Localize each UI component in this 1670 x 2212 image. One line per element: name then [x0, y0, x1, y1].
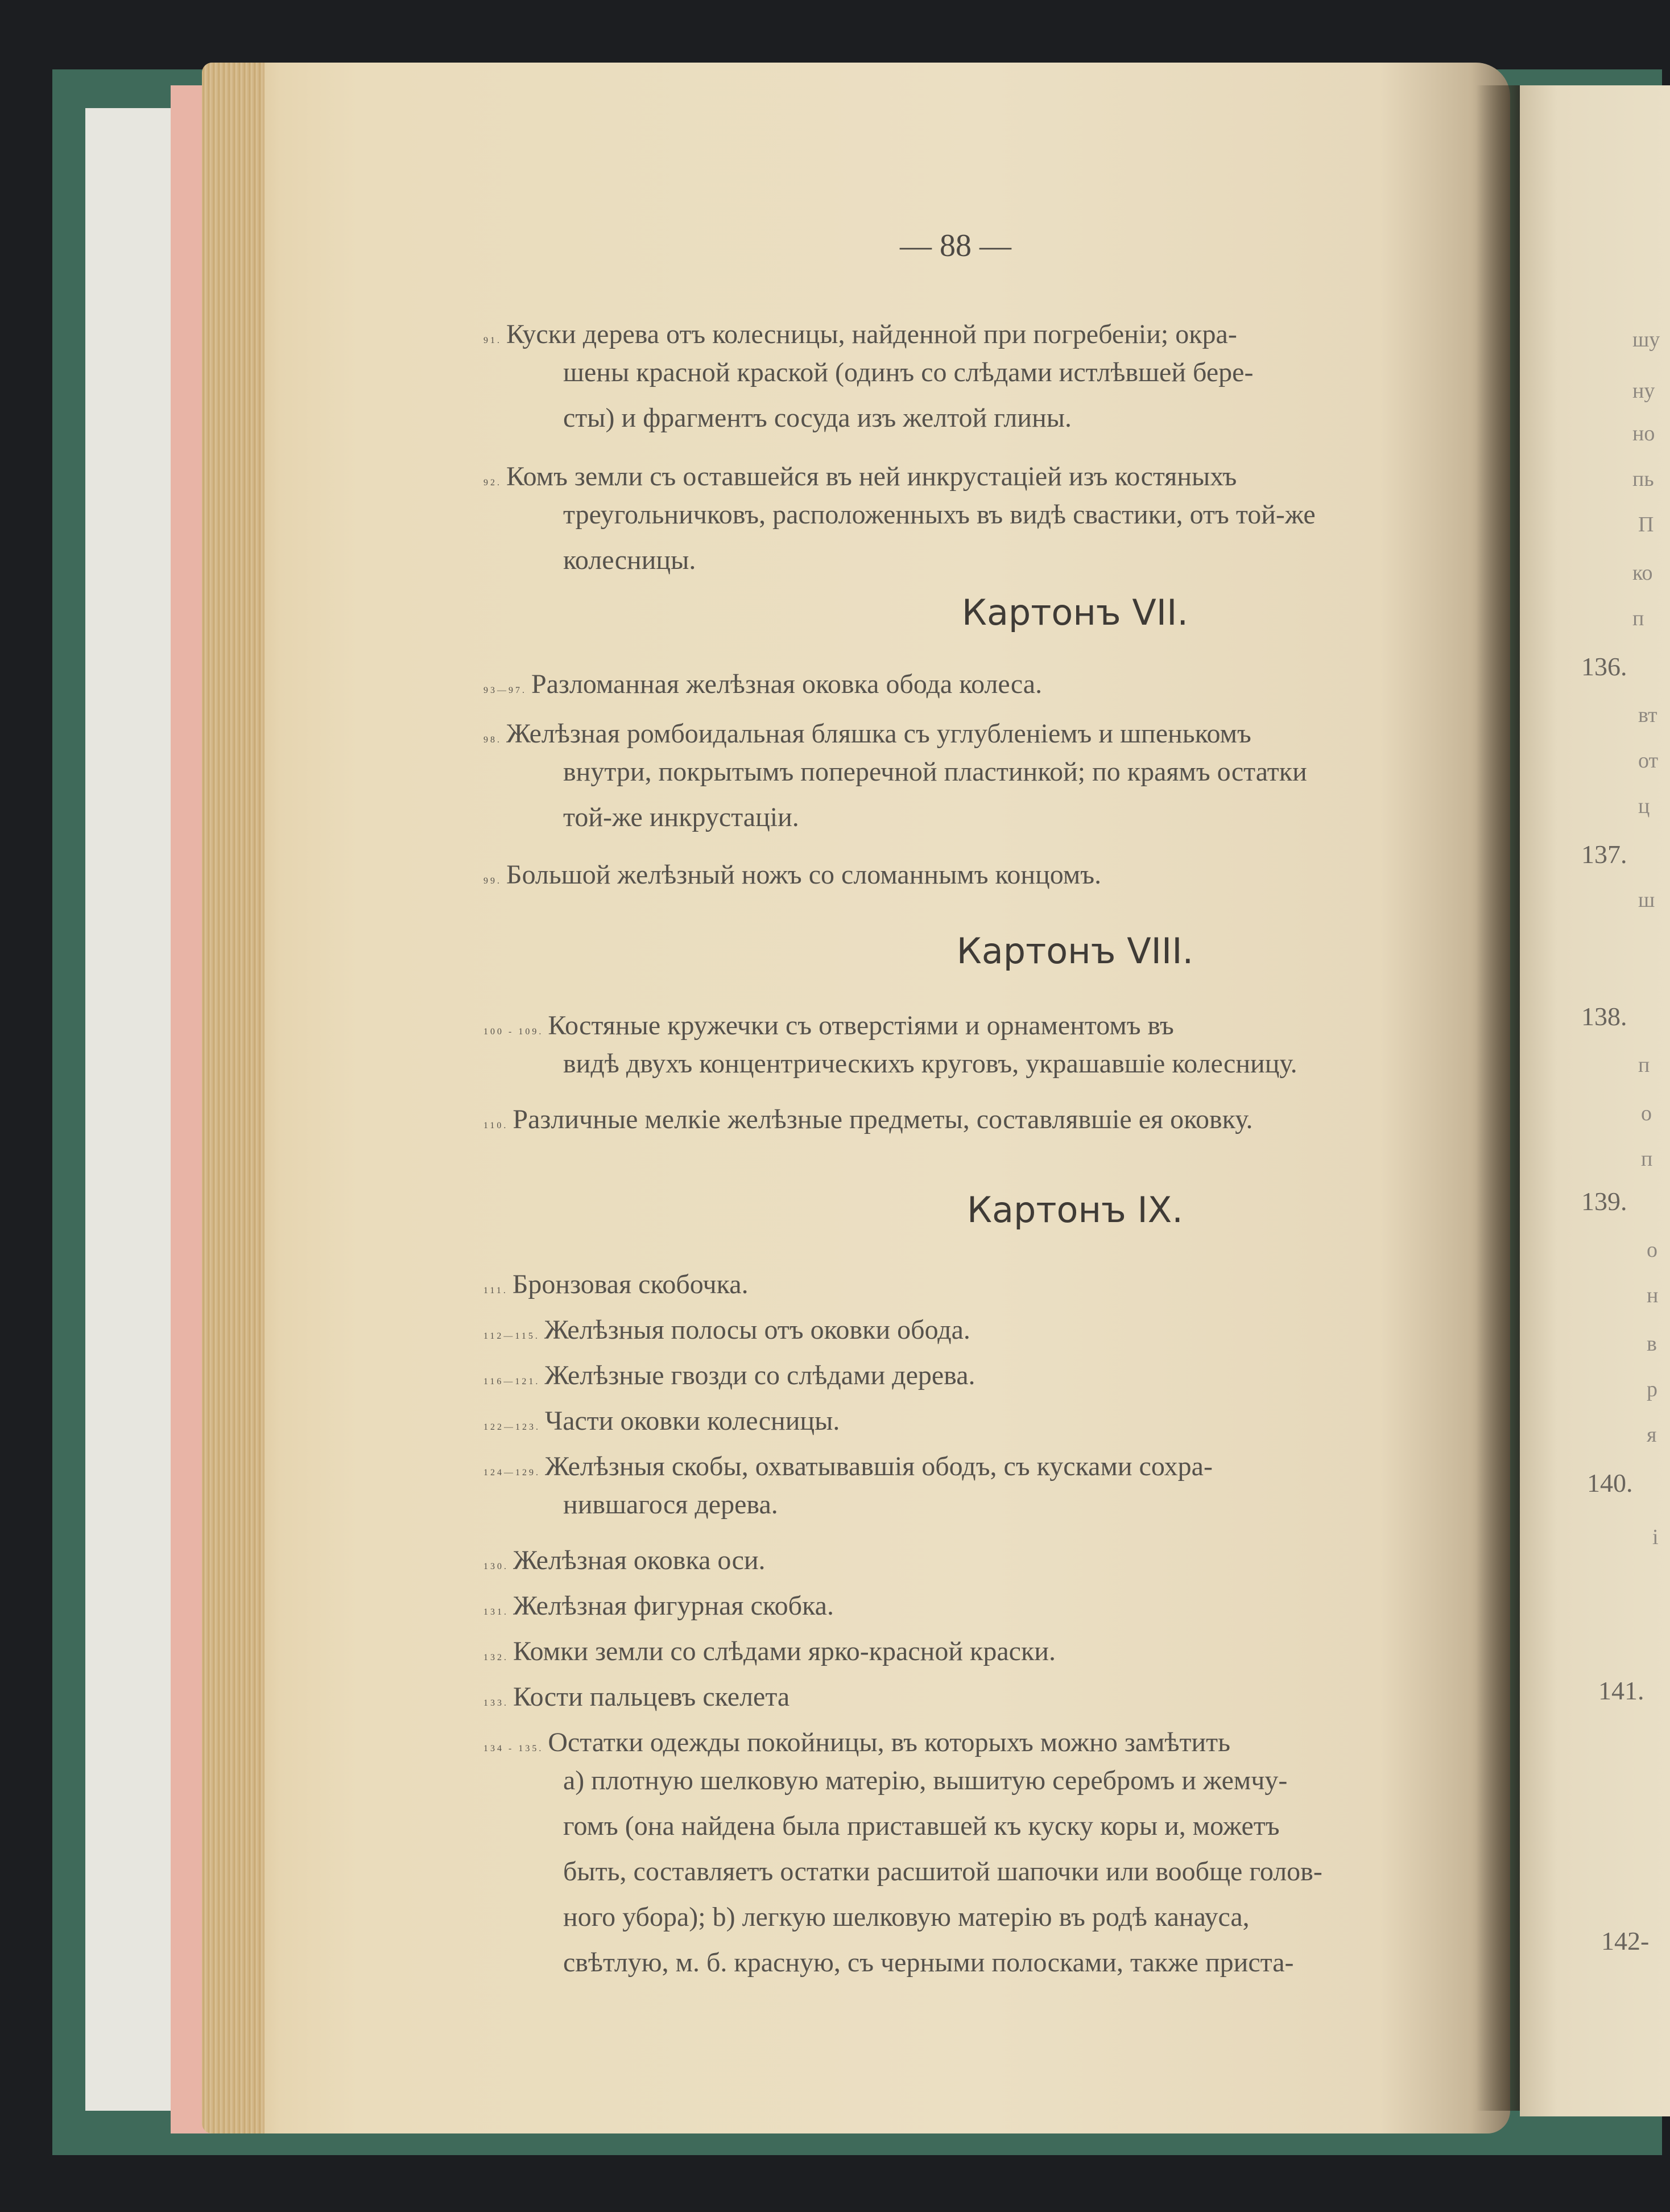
right-page-fragment: і: [1652, 1525, 1659, 1549]
entry-number: 111.: [483, 1286, 508, 1295]
entry-text: Остатки одежды покойницы, въ которыхъ можно замѣтить: [548, 1727, 1231, 1757]
right-page-fragment: я: [1647, 1423, 1657, 1447]
entry-text: гомъ (она найдена была приставшей къ куску коры и, можетъ: [563, 1811, 1280, 1841]
entry-text: а) плотную шелковую матерiю, вышитую серебромъ и жемчу-: [563, 1765, 1288, 1796]
entry-number: 99.: [483, 876, 502, 886]
right-page-fragment: вт: [1638, 703, 1657, 727]
right-page-fragment: шу: [1632, 328, 1660, 352]
entry-110: [483, 1104, 1513, 1135]
entry-text: Кости пальцевъ скелета: [513, 1682, 790, 1712]
entry-134-135: [483, 1727, 1513, 1986]
entry-text: той-же инкрустацiи.: [563, 802, 799, 832]
entry-text: нившагося дерева.: [563, 1489, 778, 1520]
entry-text: Желѣзныя полосы отъ оковки обода.: [544, 1315, 970, 1345]
right-page-fragment: ко: [1632, 561, 1653, 585]
entry-number: 100 - 109.: [483, 1027, 544, 1037]
entry-131: [483, 1590, 1513, 1621]
right-page-number: 140.: [1587, 1468, 1633, 1497]
entry-98: [483, 718, 1513, 840]
entry-text: Желѣзныя скобы, охватывавшiя ободъ, съ кусками сохра-: [545, 1451, 1213, 1481]
heading-karton-viii: Картонъ VIII.: [956, 930, 1194, 972]
entry-132: [483, 1636, 1513, 1667]
right-page-fragment: н: [1647, 1284, 1659, 1307]
entry-93-97: [483, 668, 1513, 700]
right-page-number: 138.: [1581, 1002, 1627, 1031]
right-page-number: 142-: [1601, 1926, 1650, 1955]
entry-99: [483, 859, 1513, 890]
entry-text: внутри, покрытымъ поперечной пластинкой; по краямъ остатки: [563, 757, 1307, 787]
right-page-fragment: п: [1632, 606, 1644, 630]
entry-text: Желѣзная оковка оси.: [513, 1545, 766, 1575]
right-page-fragment: ну: [1632, 379, 1655, 403]
right-page-fragment: но: [1632, 422, 1655, 445]
entry-text: Различные мелкiе желѣзные предметы, составлявшiе ея оковку.: [512, 1104, 1253, 1134]
entry-text: Разломанная желѣзная оковка обода колеса.: [531, 669, 1043, 699]
right-page-number: 136.: [1581, 652, 1627, 681]
entry-number: 130.: [483, 1562, 509, 1571]
entry-text: колесницы.: [563, 545, 696, 575]
entry-text: видѣ двухъ концентрическихъ круговъ, украшавшiе колесницу.: [563, 1049, 1297, 1079]
right-page-fragment: ц: [1638, 794, 1650, 818]
entry-number: 134 - 135.: [483, 1744, 544, 1753]
right-page-fragment: пь: [1632, 467, 1654, 491]
right-page-number: 137.: [1581, 840, 1627, 869]
entry-text: ного убора); b) легкую шелковую матерiю въ родѣ канауса,: [563, 1902, 1250, 1932]
entry-116-121: [483, 1360, 1513, 1391]
entry-122-123: [483, 1405, 1513, 1437]
entry-number: 93—97.: [483, 686, 527, 695]
entry-text: Костяные кружечки съ отверстiями и орнаментомъ въ: [548, 1010, 1174, 1041]
heading-karton-ix: Картонъ IX.: [967, 1189, 1183, 1231]
entry-124-129: [483, 1451, 1513, 1528]
entry-text: Куски дерева отъ колесницы, найденной при погребенiи; окра-: [506, 319, 1237, 349]
entry-text: Бронзовая скобочка.: [512, 1269, 749, 1299]
right-page-fragment: от: [1638, 749, 1659, 773]
entry-number: 116—121.: [483, 1377, 540, 1386]
entry-number: 131.: [483, 1607, 509, 1617]
page-fore-edge: [202, 63, 264, 2133]
heading-karton-vii: Картонъ VII.: [961, 592, 1189, 633]
entry-number: 112—115.: [483, 1331, 540, 1341]
right-page-number: 141.: [1598, 1676, 1644, 1705]
entry-number: 122—123.: [483, 1422, 540, 1432]
right-page-fragment: о: [1647, 1238, 1657, 1262]
entry-text: шены красной краской (одинъ со слѣдами истлѣвшей бере-: [563, 357, 1254, 387]
entry-number: 124—129.: [483, 1468, 540, 1478]
entry-112-115: [483, 1314, 1513, 1346]
entry-text: Желѣзная ромбоидальная бляшка съ углубленiемъ и шпенькомъ: [506, 719, 1251, 749]
entry-111: [483, 1269, 1513, 1300]
entry-text: сты) и фрагментъ сосуда изъ желтой глины.: [563, 403, 1072, 433]
entry-number: 98.: [483, 735, 502, 745]
entry-text: треугольничковъ, расположенныхъ въ видѣ свастики, отъ той-же: [563, 500, 1316, 530]
entry-number: 91.: [483, 336, 502, 345]
entry-91: [483, 319, 1513, 441]
right-page-fragment: П: [1638, 513, 1654, 537]
entry-number: 92.: [483, 478, 502, 488]
entry-130: [483, 1545, 1513, 1576]
entry-text: свѣтлую, м. б. красную, съ черными полосками, также приста-: [563, 1947, 1294, 1978]
right-page-fragment: п: [1638, 1053, 1650, 1077]
entry-text: Комъ земли съ оставшейся въ ней инкрустацiей изъ костяныхъ: [506, 461, 1237, 492]
entry-92: [483, 461, 1513, 583]
entry-text: быть, составляетъ остатки расшитой шапочки или вообще голов-: [563, 1856, 1322, 1887]
right-page-fragment: в: [1647, 1332, 1657, 1356]
entry-133: [483, 1681, 1513, 1712]
entry-text: Желѣзная фигурная скобка.: [513, 1591, 834, 1621]
entry-number: 133.: [483, 1698, 509, 1708]
entry-100-109: [483, 1010, 1513, 1087]
entry-number: 110.: [483, 1121, 509, 1130]
right-page-fragment: о: [1641, 1101, 1652, 1125]
entry-text: Большой желѣзный ножъ со сломаннымъ концомъ.: [506, 860, 1102, 890]
page-number: — 88 —: [900, 228, 1011, 263]
entry-text: Желѣзные гвозди со слѣдами дерева.: [544, 1360, 975, 1390]
right-page-fragment: ш: [1638, 888, 1655, 912]
right-page-fragment: п: [1641, 1147, 1653, 1171]
right-page-fragment: р: [1647, 1377, 1657, 1401]
entry-text: Части оковки колесницы.: [545, 1406, 840, 1436]
right-page-number: 139.: [1581, 1187, 1627, 1216]
entry-text: Комки земли со слѣдами ярко-красной краски.: [513, 1636, 1056, 1666]
entry-number: 132.: [483, 1653, 509, 1662]
